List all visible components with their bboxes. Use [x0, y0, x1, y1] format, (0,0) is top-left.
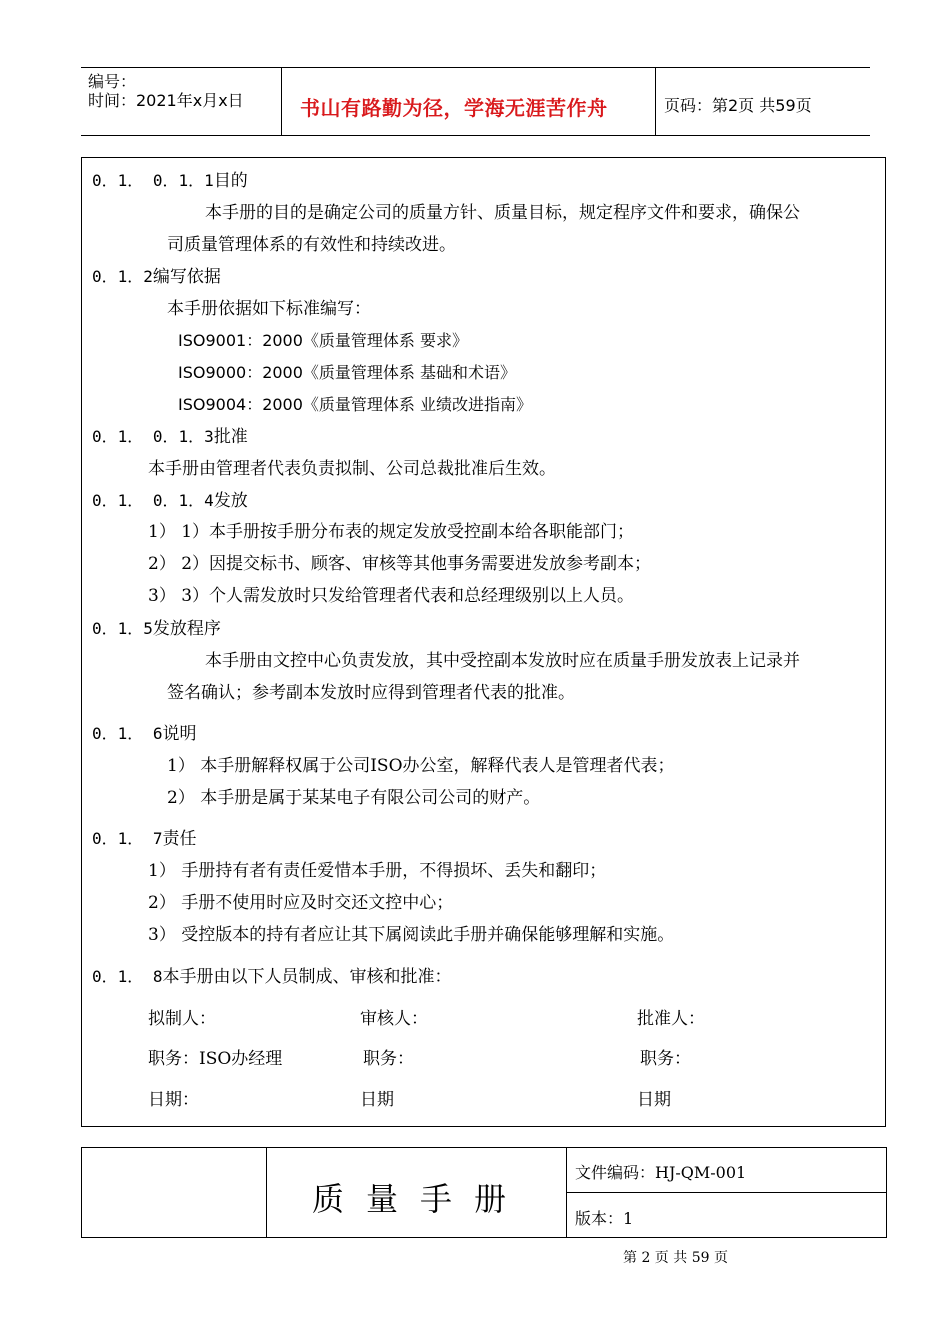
doc-code: 文件编码：HJ-QM-001	[575, 1163, 747, 1182]
issue-procedure-line-2: 签名确认；参考副本发放时应得到管理者代表的批准。	[167, 683, 575, 703]
issue-item: 1） 1）本手册按手册分布表的规定发放受控副本给各职能部门；	[148, 522, 635, 542]
heading-label: 目的	[213, 171, 248, 191]
heading-label: 发放	[213, 491, 248, 511]
notes-item: 1） 本手册解释权属于公司ISO办公室，解释代表人是管理者代表；	[167, 756, 675, 776]
header-slogan: 书山有路勤为径，学海无涯苦作舟	[300, 96, 608, 120]
version: 版本：1	[575, 1209, 634, 1228]
heading-number: 0．1． 7	[92, 829, 163, 848]
notes-item: 2） 本手册是属于某某电子有限公司公司的财产。	[167, 788, 541, 808]
section-heading-notes	[92, 722, 197, 746]
section-heading-approval	[92, 425, 248, 449]
footer-divider-middle	[566, 1192, 886, 1193]
heading-label: 发放程序	[152, 619, 221, 639]
basis-intro: 本手册依据如下标准编写：	[167, 299, 371, 319]
section-heading-issue	[92, 489, 248, 513]
heading-label: 责任	[162, 829, 197, 849]
drafter-date: 日期：	[148, 1090, 199, 1110]
heading-number: 0．1．5	[92, 619, 153, 638]
issue-procedure-line-1: 本手册由文控中心负责发放，其中受控副本发放时应在质量手册发放表上记录并	[205, 651, 800, 671]
approver-date: 日期	[637, 1090, 671, 1110]
reviewer-title: 职务：	[363, 1049, 414, 1069]
issue-item: 3） 3）个人需发放时只发给管理者代表和总经理级别以上人员。	[148, 586, 635, 606]
responsibility-item: 3） 受控版本的持有者应让其下属阅读此手册并确保能够理解和实施。	[148, 925, 675, 945]
section-heading-signoff	[92, 965, 452, 989]
purpose-line-1: 本手册的目的是确定公司的质量方针、质量目标，规定程序文件和要求，确保公	[205, 203, 800, 223]
heading-number: 0．1． 0．1．1	[92, 171, 214, 190]
section-heading-issue-procedure	[92, 617, 221, 641]
header-divider-left	[281, 67, 282, 136]
responsibility-item: 2） 手册不使用时应及时交还文控中心；	[148, 893, 454, 913]
heading-number: 0．1．2	[92, 267, 153, 286]
heading-number: 0．1． 6	[92, 724, 163, 743]
header-bottom-rule	[81, 135, 870, 136]
section-heading-basis	[92, 265, 221, 289]
header-top-rule	[81, 67, 870, 68]
heading-label: 编写依据	[152, 267, 221, 287]
header-page-info: 页码：第2页 共59页	[664, 96, 812, 115]
purpose-line-2: 司质量管理体系的有效性和持续改进。	[167, 235, 456, 255]
heading-label: 批准	[213, 427, 248, 447]
standard-item: ISO9000：2000《质量管理体系 基础和术语》	[178, 363, 516, 382]
responsibility-item: 1） 手册持有者有责任爱惜本手册，不得损坏、丢失和翻印；	[148, 861, 607, 881]
page-number: 第 2 页 共 59 页	[623, 1250, 728, 1266]
heading-label: 本手册由以下人员制成、审核和批准：	[162, 967, 452, 987]
number-label: 编号：	[88, 72, 137, 91]
heading-number: 0．1． 0．1．4	[92, 491, 214, 510]
manual-title: 质量手册	[312, 1180, 529, 1218]
reviewer-label: 审核人：	[360, 1009, 428, 1029]
section-heading-responsibility	[92, 827, 197, 851]
header-divider-right	[655, 67, 656, 136]
footer-divider-left	[266, 1147, 267, 1237]
time-label: 时间：2021年x月x日	[88, 91, 244, 110]
heading-number: 0．1． 8	[92, 967, 163, 986]
drafter-title: 职务：ISO办经理	[148, 1049, 283, 1069]
heading-label: 说明	[162, 724, 197, 744]
approver-title: 职务：	[640, 1049, 691, 1069]
approval-text: 本手册由管理者代表负责拟制、公司总裁批准后生效。	[148, 459, 556, 479]
issue-item: 2） 2）因提交标书、顾客、审核等其他事务需要进发放参考副本；	[148, 554, 652, 574]
reviewer-date: 日期	[360, 1090, 394, 1110]
approver-label: 批准人：	[637, 1009, 705, 1029]
section-heading-purpose	[92, 169, 248, 193]
standard-item: ISO9004：2000《质量管理体系 业绩改进指南》	[178, 395, 532, 414]
drafter-label: 拟制人：	[148, 1009, 216, 1029]
heading-number: 0．1． 0．1．3	[92, 427, 214, 446]
standard-item: ISO9001：2000《质量管理体系 要求》	[178, 331, 468, 350]
